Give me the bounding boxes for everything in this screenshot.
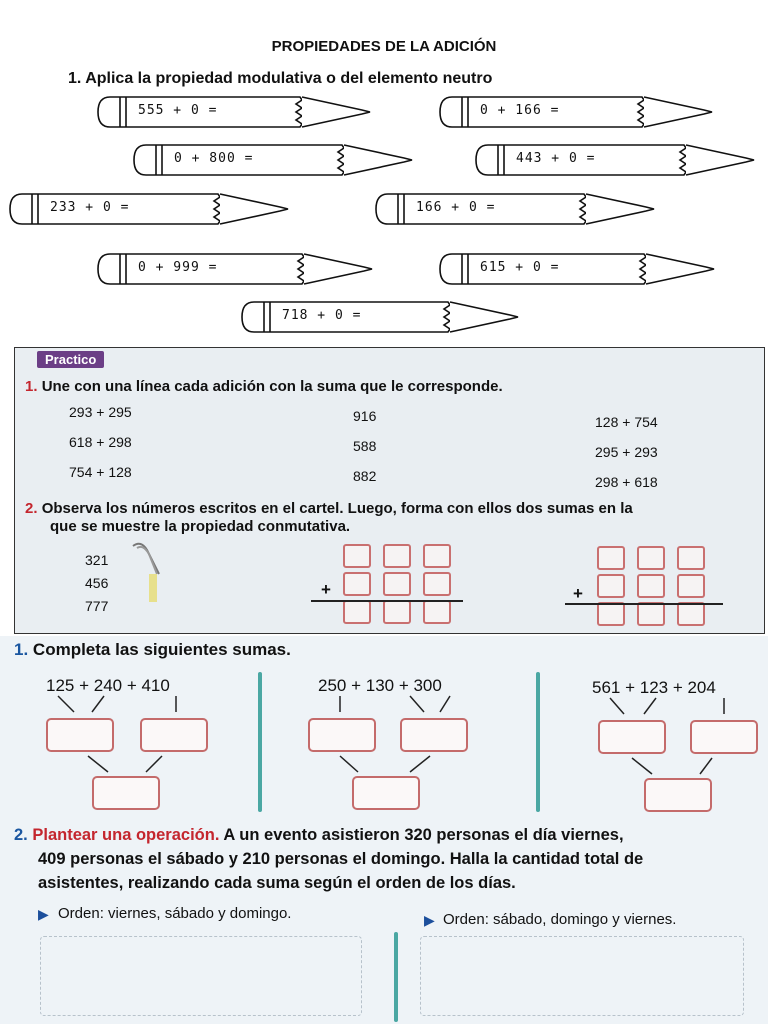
q1-number: 1. xyxy=(25,378,38,395)
digit-box[interactable] xyxy=(383,572,411,596)
paperclip-icon xyxy=(127,540,167,610)
sum-expression: 561 + 123 + 204 xyxy=(592,678,716,697)
left-sum: 618 + 298 xyxy=(69,434,132,450)
digit-box[interactable] xyxy=(343,544,371,568)
pencil-expression: 615 + 0 = xyxy=(480,260,560,275)
digit-box[interactable] xyxy=(383,544,411,568)
digit-box[interactable] xyxy=(677,546,705,570)
pencil-exercise xyxy=(98,253,372,285)
answer-box[interactable] xyxy=(308,718,376,752)
sign-number: 321 xyxy=(85,552,109,568)
page-title: PROPIEDADES DE LA ADICIÓN xyxy=(271,38,497,55)
complete-number: 1. xyxy=(14,640,29,659)
order-1: Orden: viernes, sábado y domingo. xyxy=(58,905,292,922)
result-value: 882 xyxy=(353,468,377,484)
digit-box[interactable] xyxy=(597,602,625,626)
answer-box[interactable] xyxy=(690,720,758,754)
sum-line xyxy=(311,600,463,602)
column-divider xyxy=(258,672,262,812)
sign-number: 777 xyxy=(85,598,109,614)
plus-sign: + xyxy=(321,580,331,599)
complete-q2-line1 xyxy=(14,826,624,845)
right-sum: 295 + 293 xyxy=(595,444,658,460)
practice-section xyxy=(14,347,765,634)
result-value: 916 xyxy=(353,408,377,424)
pencil-expression: 0 + 166 = xyxy=(480,103,560,118)
digit-box[interactable] xyxy=(637,574,665,598)
pencil-exercise xyxy=(242,301,518,333)
right-sum: 298 + 618 xyxy=(595,474,658,490)
plus-sign: + xyxy=(573,584,583,603)
pencil-exercise xyxy=(98,96,370,128)
q1-text: Une con una línea cada adición con la suma que le corresponde. xyxy=(41,378,503,395)
instruction-1: 1. Aplica la propiedad modulativa o del elemento neutro xyxy=(68,70,493,87)
answer-box[interactable] xyxy=(598,720,666,754)
sign-number: 456 xyxy=(85,575,109,591)
work-area-2[interactable] xyxy=(420,936,744,1016)
digit-box[interactable] xyxy=(677,602,705,626)
answer-box[interactable] xyxy=(140,718,208,752)
digit-box[interactable] xyxy=(597,574,625,598)
digit-box[interactable] xyxy=(637,546,665,570)
work-area-1[interactable] xyxy=(40,936,362,1016)
sum-expression: 250 + 130 + 300 xyxy=(318,676,442,695)
pencil-expression: 0 + 800 = xyxy=(174,151,254,166)
pencil-exercise xyxy=(134,144,412,176)
right-sum: 128 + 754 xyxy=(595,414,658,430)
q2-line2: 409 personas el sábado y 210 personas el domingo. Halla la cantidad total de xyxy=(38,850,644,868)
column-divider xyxy=(394,932,398,1022)
result-value: 588 xyxy=(353,438,377,454)
order-2: Orden: sábado, domingo y viernes. xyxy=(443,911,677,928)
sum-expression: 125 + 240 + 410 xyxy=(46,676,170,695)
digit-box[interactable] xyxy=(423,600,451,624)
digit-box[interactable] xyxy=(343,600,371,624)
complete-heading-text: Completa las siguientes sumas. xyxy=(32,640,291,659)
practice-tag: Practico xyxy=(37,351,104,368)
q2-text-line2: que se muestre la propiedad conmutativa. xyxy=(50,518,351,535)
practice-q1 xyxy=(25,378,503,395)
pencil-expression: 443 + 0 = xyxy=(516,151,596,166)
pencil-exercise xyxy=(376,193,654,225)
arrow-bullet-icon: ▶ xyxy=(424,912,435,928)
pencil-exercise xyxy=(440,96,712,128)
answer-box[interactable] xyxy=(400,718,468,752)
pencil-exercise xyxy=(476,144,754,176)
digit-box[interactable] xyxy=(597,546,625,570)
practice-q2 xyxy=(25,500,633,517)
pencil-expression: 555 + 0 = xyxy=(138,103,218,118)
digit-box[interactable] xyxy=(423,572,451,596)
sum-line xyxy=(565,603,723,605)
digit-box[interactable] xyxy=(677,574,705,598)
pencil-exercise xyxy=(440,253,714,285)
digit-box[interactable] xyxy=(423,544,451,568)
column-divider xyxy=(536,672,540,812)
digit-box[interactable] xyxy=(383,600,411,624)
q2-text-line1: Observa los números escritos en el cartel. Luego, forma con ellos dos sumas en la xyxy=(41,500,633,517)
answer-box[interactable] xyxy=(644,778,712,812)
answer-box[interactable] xyxy=(352,776,420,810)
left-sum: 754 + 128 xyxy=(69,464,132,480)
complete-section xyxy=(0,636,768,1024)
arrow-bullet-icon: ▶ xyxy=(38,906,49,922)
answer-box[interactable] xyxy=(92,776,160,810)
q2-number: 2. xyxy=(14,826,28,844)
answer-box[interactable] xyxy=(46,718,114,752)
q2-line1: A un evento asistieron 320 personas el día viernes, xyxy=(219,826,624,844)
q2-number: 2. xyxy=(25,500,38,517)
pencil-expression: 718 + 0 = xyxy=(282,308,362,323)
pencil-expression: 0 + 999 = xyxy=(138,260,218,275)
pencil-expression: 166 + 0 = xyxy=(416,200,496,215)
pencil-expression: 233 + 0 = xyxy=(50,200,130,215)
q2-line3: asistentes, realizando cada suma según el orden de los días. xyxy=(38,874,516,892)
digit-box[interactable] xyxy=(637,602,665,626)
digit-box[interactable] xyxy=(343,572,371,596)
q2-red-label: Plantear una operación. xyxy=(32,826,220,844)
left-sum: 293 + 295 xyxy=(69,404,132,420)
pencil-exercise xyxy=(10,193,288,225)
